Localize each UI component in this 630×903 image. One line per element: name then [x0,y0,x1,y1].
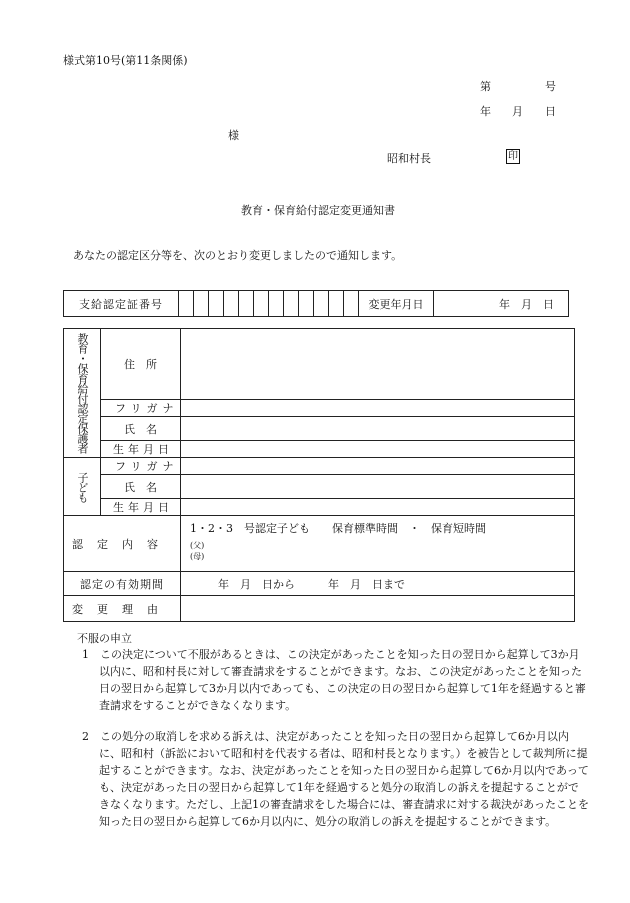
certification-details-table [63,328,575,622]
furigana-field[interactable] [181,400,575,417]
address-label: 住 所 [101,329,181,400]
cert-digit-cell[interactable] [284,291,299,317]
reason-label: 変更理由 [64,596,181,622]
cert-digit-cell[interactable] [329,291,344,317]
cert-digit-cell[interactable] [224,291,239,317]
birthdate-field[interactable] [181,441,575,458]
cert-digit-cell[interactable] [269,291,284,317]
change-date-label: 変更年月日 [359,291,434,317]
cert-digit-cell[interactable] [299,291,314,317]
father-label: (父) [190,541,205,550]
cert-digit-cell[interactable] [179,291,194,317]
child-name-label: 氏 名 [101,475,181,499]
address-field[interactable] [181,329,575,400]
objection-item-2: 2 この処分の取消しを求める訴えは、決定があったことを知った日の翌日から起算して6か月以内に、昭和村（訴訟において昭和村を代表する者は、昭和村長となります。）を被告として裁判所に提起することができます。なお、決定があったことを知った日の翌日から起算して6か月以内であっても、決定があった日の翌日から起算して1年を経過すると処分の取消しの訴えを提起することができなくなります。ただし、上記1の審査請求をした場合には、審査請求に対する裁決があったことを知った日の翌日から起算して6か月以内に、処分の取消しの訴えを提起することができます。 [82,730,590,828]
cert-digit-cell[interactable] [239,291,254,317]
birthdate-label: 生年月日 [101,441,181,458]
reason-field[interactable] [181,596,575,622]
date-tsuki: 月 [512,105,523,118]
validity-value[interactable]: 年 月 日から 年 月 日まで [181,572,575,596]
date-hi: 日 [545,105,556,118]
addressee-sama: 様 [228,129,239,142]
furigana-label: フリガナ [101,400,181,417]
cert-digit-cell[interactable] [254,291,269,317]
objection-item-1: 1 この決定について不服があるときは、この決定があったことを知った日の翌日から起算して3か月以内に、昭和村長に対して審査請求をすることができます。なお、この決定があったことを知った日の翌日から起算して3か月以内であっても、この決定の日の翌日から起算して1年を経過すると審査請求をすることができなくなります。 [82,648,586,712]
name-field[interactable] [181,417,575,441]
issuer-name: 昭和村長 [387,152,431,165]
child-furigana-field[interactable] [181,458,575,475]
seal-stamp: 印 [508,151,518,162]
validity-label: 認定の有効期間 [64,572,181,596]
cert-digit-cell[interactable] [194,291,209,317]
child-furigana-label: フリガナ [101,458,181,475]
child-name-field[interactable] [181,475,575,499]
form-number: 様式第10号(第11条関係) [63,54,188,67]
number-go: 号 [545,80,556,93]
content-label: 認定内容 [64,516,181,572]
cert-digit-cell[interactable] [209,291,224,317]
number-dai: 第 [480,80,491,93]
document-title: 教育・保育給付認定変更通知書 [241,204,395,217]
child-group-label: 子ども [64,458,101,516]
content-options[interactable]: 1・2・3 号認定子ども 保育標準時間 ・ 保育短時間 [190,522,486,535]
date-nen: 年 [480,105,491,118]
mother-label: (母) [190,552,205,561]
cert-digit-cell[interactable] [314,291,329,317]
child-birthdate-label: 生年月日 [101,499,181,516]
certificate-number-table [63,290,569,317]
guardian-group-label: 教育・保育給付認定保護者 [64,329,101,458]
child-birthdate-field[interactable] [181,499,575,516]
cert-number-label: 支給認定証番号 [64,291,179,317]
objection-heading: 不服の申立 [77,632,132,645]
name-label: 氏 名 [101,417,181,441]
intro-text: あなたの認定区分等を、次のとおり変更しましたので通知します。 [73,249,403,262]
content-cell [181,516,575,572]
cert-digit-cell[interactable] [344,291,359,317]
change-date-value[interactable]: 年 月 日 [434,291,569,317]
